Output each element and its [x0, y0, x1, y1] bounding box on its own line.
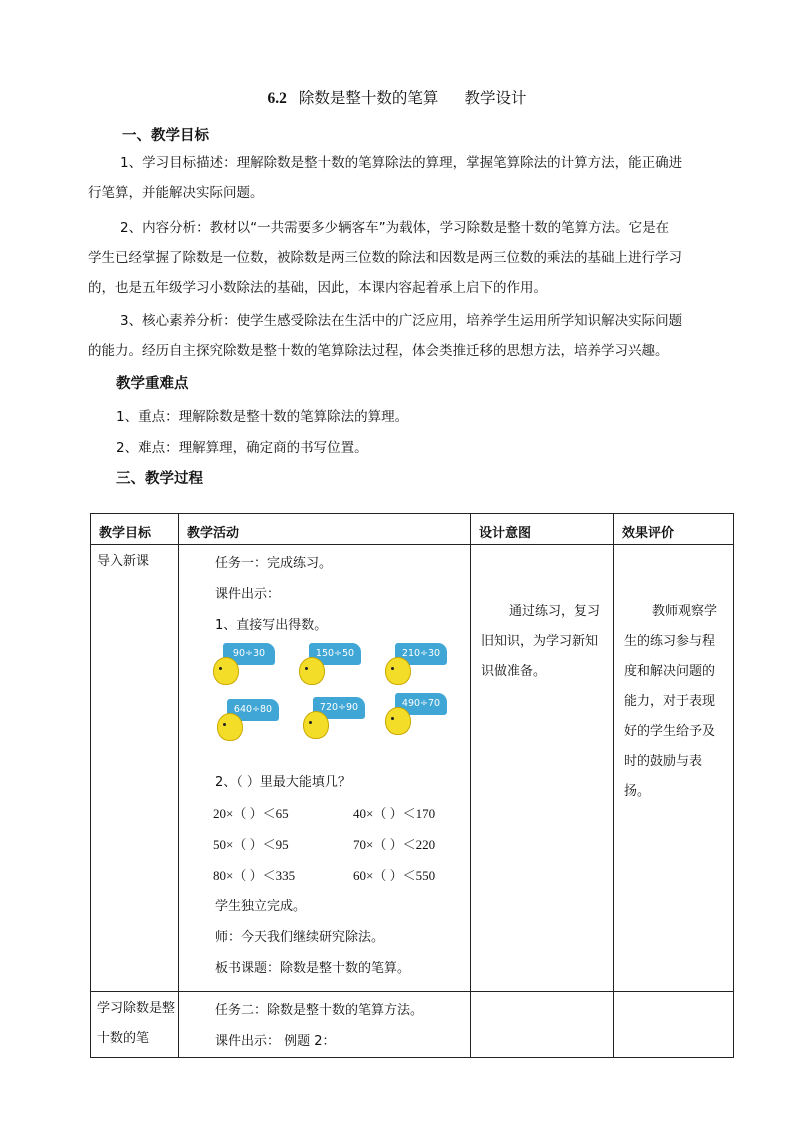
exercise-card	[211, 643, 291, 693]
exercise-card	[383, 693, 463, 743]
inequality: 20×（ ）＜65	[213, 806, 289, 821]
goal-1-paragraph	[88, 148, 708, 208]
chick-icon	[217, 713, 243, 741]
chick-icon	[385, 707, 411, 735]
goal-2-paragraph	[88, 213, 708, 303]
key-points-heading: 教学重难点	[116, 376, 189, 392]
card-flag: 490÷70	[395, 693, 447, 715]
row1-intent: 通过练习，复习旧知识，为学习新知识做准备。	[471, 545, 614, 992]
task-1: 任务一：完成练习。	[215, 556, 333, 571]
process-table	[90, 513, 734, 1058]
header-intent: 设计意图	[471, 514, 614, 545]
goal-1-line: 1、学习目标描述：理解除数是整十数的笔算除法的算理，掌握笔算除法的计算方法，能正确进	[120, 155, 683, 171]
card-flag: 210÷30	[395, 643, 447, 665]
courseware-show: 课件出示：	[215, 587, 281, 602]
row2-goal: 学习除数是整十数的笔	[91, 992, 179, 1058]
activity-step: 学生独立完成。	[215, 899, 307, 914]
header-goal: 教学目标	[91, 514, 179, 545]
key-point-1: 1、重点：理解除数是整十数的笔算除法的算理。	[116, 409, 409, 425]
title-sub: 教学设计	[464, 89, 527, 107]
row1-activity	[179, 545, 471, 992]
card-flag: 640÷80	[227, 699, 279, 721]
activity-step: 板书课题：除数是整十数的笔算。	[215, 961, 411, 976]
process-heading: 三、教学过程	[116, 471, 203, 487]
row2-intent	[471, 992, 614, 1058]
goal-1-line: 行笔算，并能解决实际问题。	[88, 185, 264, 201]
inequality-row	[213, 798, 470, 829]
goal-3-line: 3、核心素养分析：使学生感受除法在生活中的广泛应用，培养学生运用所学知识解决实际问题	[120, 313, 683, 329]
table-header-row	[91, 514, 734, 545]
exercise-card	[297, 643, 377, 693]
key-point-2: 2、难点：理解算理，确定商的书写位置。	[116, 440, 368, 456]
goal-3-line: 的能力。经历自主探究除数是整十数的笔算除法过程，体会类推迁移的思想方法，培养学习兴趣。	[88, 343, 669, 359]
inequality: 60×（ ）＜550	[353, 868, 436, 883]
inequality: 50×（ ）＜95	[213, 837, 289, 852]
document-title	[0, 86, 794, 108]
question-2: 2、（ ）里最大能填几？	[215, 775, 351, 790]
table-row	[91, 545, 734, 992]
exercise-card	[383, 643, 463, 693]
exercise-card	[215, 699, 295, 749]
exercise-card	[301, 697, 381, 747]
card-flag: 90÷30	[223, 643, 275, 665]
chick-icon	[213, 657, 239, 685]
task-2: 任务二：除数是整十数的笔算方法。	[215, 1003, 424, 1018]
chick-icon	[299, 657, 325, 685]
courseware-show: 课件出示： 例题 2：	[215, 1034, 336, 1049]
table-row	[91, 992, 734, 1058]
card-flag: 150÷50	[309, 643, 361, 665]
inequality: 70×（ ）＜220	[353, 837, 436, 852]
inequality-row	[213, 860, 470, 891]
chick-icon	[385, 657, 411, 685]
question-1: 1、直接写出得数。	[215, 618, 328, 633]
goal-2-line: 学生已经掌握了除数是一位数，被除数是两三位数的除法和因数是两三位数的乘法的基础上进行学习	[88, 250, 682, 266]
row2-activity	[179, 992, 471, 1058]
goals-heading: 一、教学目标	[122, 128, 209, 144]
inequality: 80×（ ）＜335	[213, 868, 296, 883]
goal-2-line: 的，也是五年级学习小数除法的基础，因此，本课内容起着承上启下的作用。	[88, 280, 547, 296]
title-number: 6.2	[267, 90, 287, 107]
card-flag: 720÷90	[313, 697, 365, 719]
activity-step: 师：今天我们继续研究除法。	[215, 930, 385, 945]
inequality: 40×（ ）＜170	[353, 806, 436, 821]
goal-3-paragraph	[88, 306, 708, 366]
chick-icon	[303, 711, 329, 739]
row1-evaluation: 教师观察学生的练习参与程度和解决问题的能力，对于表现好的学生给予及时的鼓励与表扬。	[614, 545, 734, 992]
exercise-cards	[179, 641, 470, 767]
goal-2-line: 2、内容分析：教材以“一共需要多少辆客车”为载体，学习除数是整十数的笔算方法。它是在	[120, 220, 670, 236]
title-main: 除数是整十数的笔算	[298, 89, 439, 107]
inequality-row	[213, 829, 470, 860]
header-activity: 教学活动	[179, 514, 471, 545]
row1-goal: 导入新课	[91, 545, 179, 992]
row2-evaluation	[614, 992, 734, 1058]
header-evaluation: 效果评价	[614, 514, 734, 545]
